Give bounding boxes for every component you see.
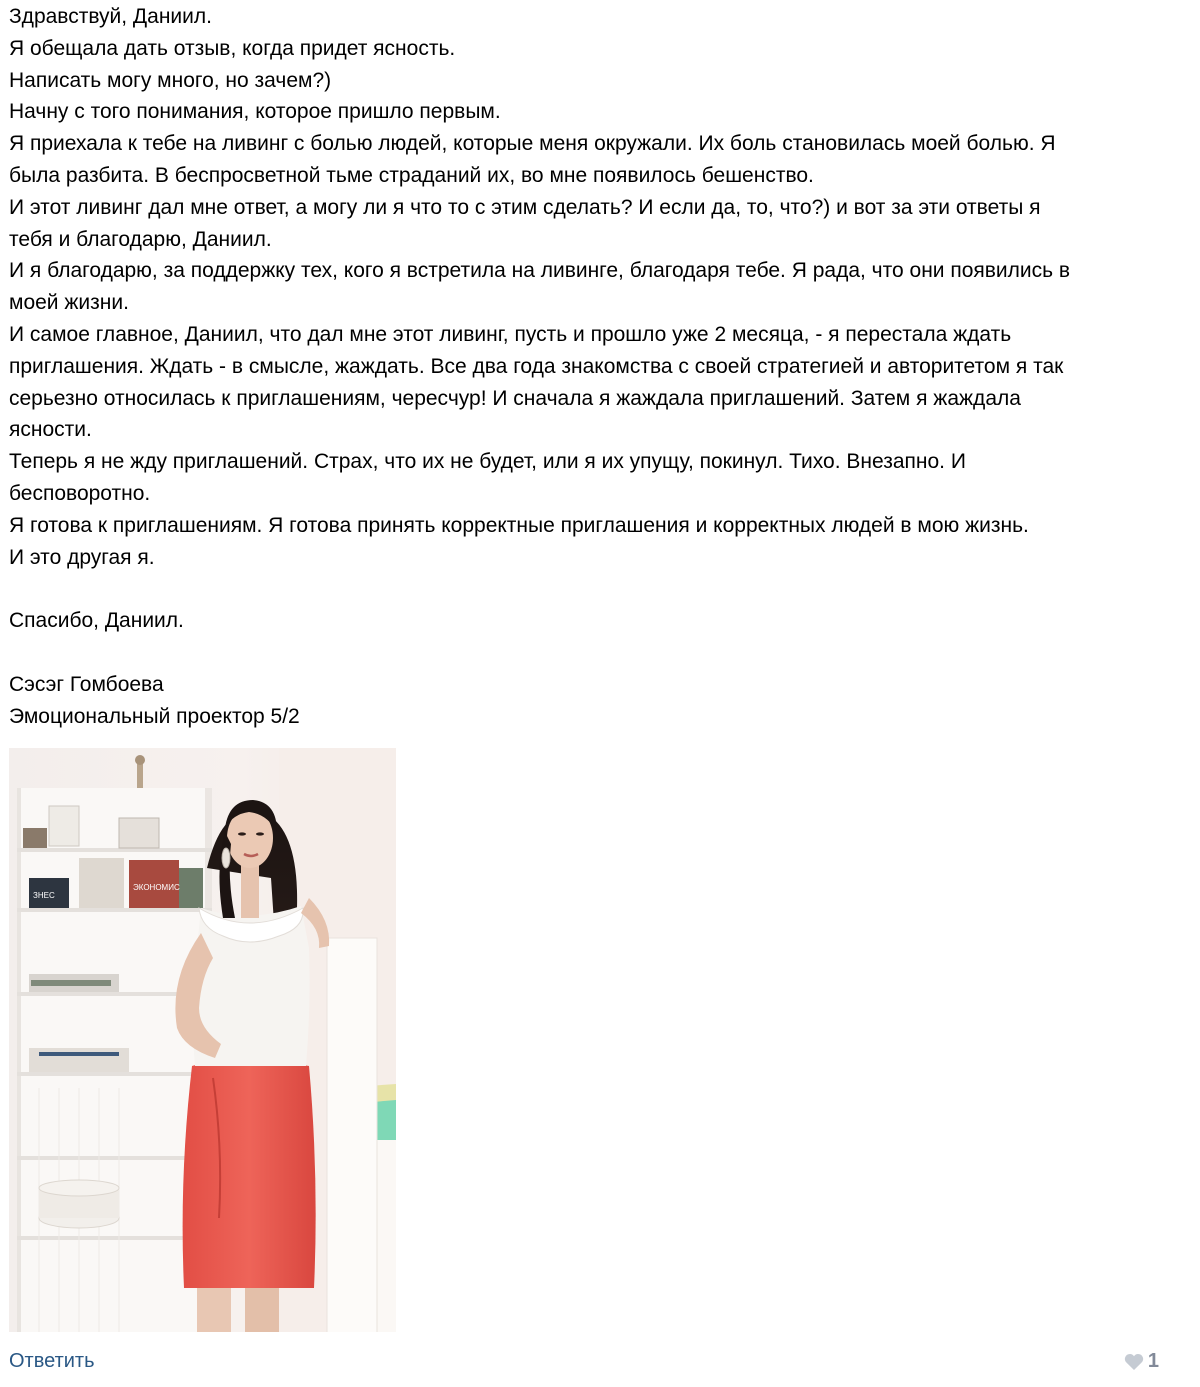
post-line: ясности. (9, 418, 92, 442)
post-line: Теперь я не жду приглашений. Страх, что их не будет, или я их упущу, покинул. Тихо. Внезапно. И (9, 450, 966, 474)
blank-line (9, 573, 1189, 605)
post-text (9, 1, 1189, 732)
post-line: тебя и благодарю, Даниил. (9, 227, 272, 251)
post-line: серьезно относилась к приглашениям, чересчур! И сначала я жаждала приглашений. Затем я жаждала (9, 386, 1021, 410)
post-line: Я приехала к тебе на ливинг с болью людей, которые меня окружали. Их боль становилась моей болью. Я (9, 132, 1056, 156)
blank-line (9, 637, 1189, 669)
post-line: моей жизни. (9, 291, 129, 315)
book-cover-text: ЭКОНОМИС (133, 883, 180, 892)
heart-icon (1124, 1353, 1144, 1371)
book-spine-text: ЗНЕС (33, 891, 55, 900)
post-line: Начну с того понимания, которое пришло первым. (9, 100, 501, 124)
post-line: Я готова к приглашениям. Я готова принять корректные приглашения и корректных людей в мою жизнь. (9, 513, 1029, 537)
post-line: Здравствуй, Даниил. (9, 5, 212, 28)
post-photo[interactable] (9, 748, 396, 1332)
signature-name: Сэсэг Гомбоева (9, 672, 164, 696)
post-line: И это другая я. (9, 545, 155, 569)
post-line: И самое главное, Даниил, что дал мне этот ливинг, пусть и прошло уже 2 месяца, - я перестала ждать (9, 322, 1012, 346)
post (9, 0, 1189, 900)
post-line: была разбита. В беспросветной тьме страданий их, во мне появилось бешенство. (9, 163, 814, 187)
post-line: И я благодарю, за поддержку тех, кого я встретила на ливинге, благодаря тебе. Я рада, что они появились в (9, 259, 1071, 283)
post-line: приглашения. Ждать - в смысле, жаждать. Все два года знакомства с своей стратегией и авторитетом я так (9, 354, 1064, 378)
post-footer (9, 1347, 1159, 1377)
reply-link[interactable]: Ответить (9, 1350, 95, 1372)
post-line: бесповоротно. (9, 481, 151, 505)
like-count: 1 (1147, 1350, 1159, 1372)
post-line: Я обещала дать отзыв, когда придет ясность. (9, 36, 456, 60)
photo-illustration (9, 748, 396, 1332)
post-line: И этот ливинг дал мне ответ, а могу ли я что то с этим сделать? И если да, то, что?) и вот за эти ответы я (9, 195, 1041, 219)
post-line: Написать могу много, но зачем?) (9, 68, 332, 92)
thanks-line: Спасибо, Даниил. (9, 609, 184, 633)
like-button[interactable] (1124, 1350, 1159, 1373)
signature-type: Эмоциональный проектор 5/2 (9, 704, 300, 728)
